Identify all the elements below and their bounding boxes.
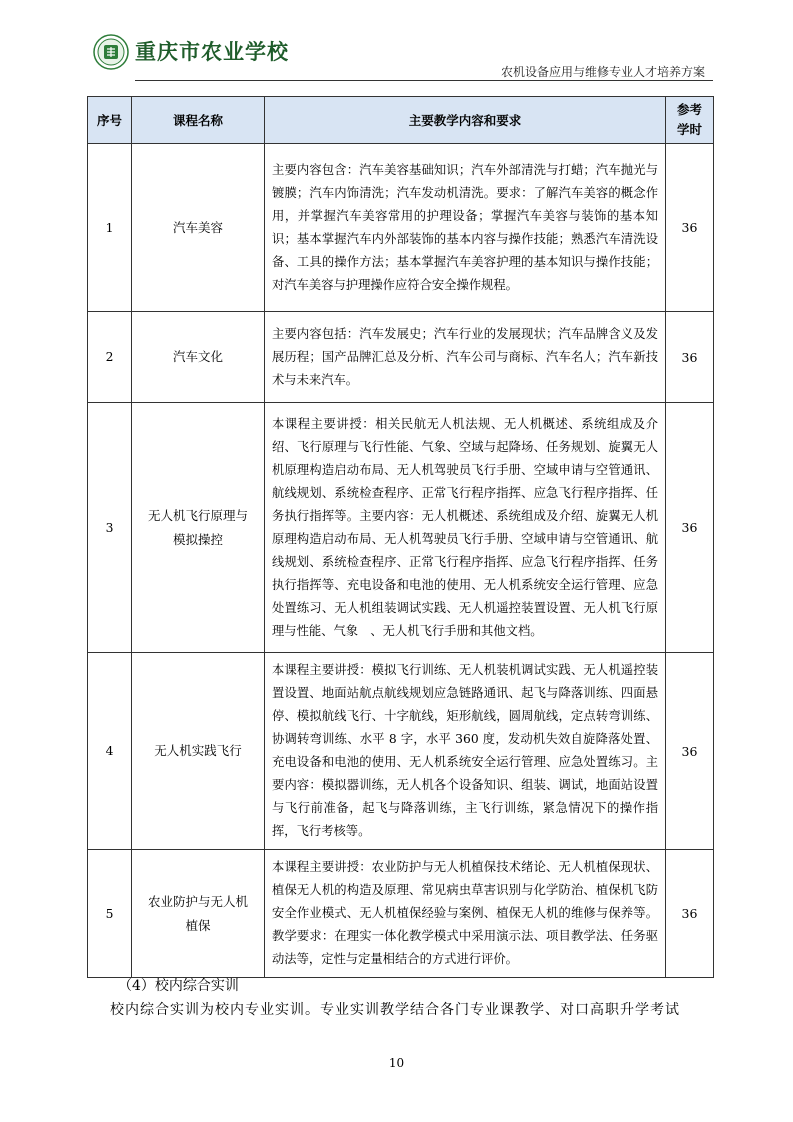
header-divider (135, 80, 713, 81)
table-row (88, 403, 714, 653)
school-logo (93, 34, 129, 70)
table-row (88, 144, 714, 312)
course-content: 本课程主要讲授：相关民航无人机法规、无人机概述、系统组成及介绍、飞行原理与飞行性能、气象、空域与起降场、任务规划、旋翼无人机原理构造启动布局、无人机驾驶员飞行手册、空域申请与空管通讯、航线规划、系统检查程序、正常飞行程序指挥、应急飞行程序指挥、任务执行指挥等。主要内容：无人机概述、系统组成及介绍、旋翼无人机原理构造启动布局、无人机驾驶员飞行手册、空域申请与空管通讯、航线规划、系统检查程序、正常飞行程序指挥、应急飞行程序指挥、任务执行指挥等、充电设备和电池的使用、无人机系统安全运行管理、应急处置练习、无人机组装调试实践、无人机遥控装置设置、无人机飞行原理与性能、气象 、无人机飞行手册和其他文档。 (265, 403, 666, 653)
column-header-content: 主要教学内容和要求 (265, 97, 666, 144)
row-number: 3 (88, 403, 132, 653)
school-name: 重庆市农业学校 (135, 40, 289, 64)
course-name: 汽车美容 (132, 144, 265, 312)
course-content: 主要内容包括：汽车发展史；汽车行业的发展现状；汽车品牌含义及发展历程；国产品牌汇总及分析、汽车公司与商标、汽车名人；汽车新技术与未来汽车。 (265, 312, 666, 403)
row-number: 2 (88, 312, 132, 403)
body-paragraph: 校内综合实训为校内专业实训。专业实训教学结合各门专业课教学、对口高职升学考试 (110, 1002, 680, 1018)
course-hours: 36 (666, 403, 714, 653)
page-header (93, 30, 713, 82)
table-row (88, 312, 714, 403)
row-number: 4 (88, 653, 132, 850)
course-name: 无人机实践飞行 (132, 653, 265, 850)
column-header-number: 序号 (88, 97, 132, 144)
document-title: 农机设备应用与维修专业人才培养方案 (500, 65, 705, 79)
row-number: 1 (88, 144, 132, 312)
page-number: 10 (388, 1056, 405, 1070)
course-content: 主要内容包含：汽车美容基础知识；汽车外部清洗与打蜡；汽车抛光与镀膜；汽车内饰清洗；汽车发动机清洗。要求：了解汽车美容的概念作用，并掌握汽车美容常用的护理设备；掌握汽车美容与装饰的基本知识；基本掌握汽车内外部装饰的基本内容与操作技能；熟悉汽车清洗设备、工具的操作方法；基本掌握汽车美容护理的基本知识与操作技能；对汽车美容与护理操作应符合安全操作规程。 (265, 144, 666, 312)
section-heading: （4）校内综合实训 (118, 978, 239, 994)
course-name: 无人机飞行原理与模拟操控 (132, 403, 265, 653)
row-number: 5 (88, 850, 132, 978)
course-content: 本课程主要讲授：农业防护与无人机植保技术绪论、无人机植保现状、植保无人机的构造及原理、常见病虫草害识别与化学防治、植保机飞防安全作业模式、无人机植保经验与案例、植保无人机的维修与保养等。教学要求：在理实一体化教学模式中采用演示法、项目教学法、任务驱动法等，定性与定量相结合的方式进行评价。 (265, 850, 666, 978)
course-name: 农业防护与无人机植保 (132, 850, 265, 978)
course-table (87, 96, 714, 978)
course-hours: 36 (666, 850, 714, 978)
column-header-course-name: 课程名称 (132, 97, 265, 144)
course-name: 汽车文化 (132, 312, 265, 403)
course-content: 本课程主要讲授：模拟飞行训练、无人机装机调试实践、无人机遥控装置设置、地面站航点航线规划应急链路通讯、起飞与降落训练、四面悬停、模拟航线飞行、十字航线，矩形航线，圆周航线，定点转弯训练、协调转弯训练、水平 8 字，水平 360 度，发动机失效自旋降落处置、充电设备和电池的使用、无人机系统安全运行管理、应急处置练习。主要内容：模拟器训练，无人机各个设备知识、组装、调试，地面站设置与飞行前准备，起飞与降落训练，主飞行训练，紧急情况下的操作指挥，飞行考核等。 (265, 653, 666, 850)
course-hours: 36 (666, 312, 714, 403)
table-row (88, 850, 714, 978)
course-hours: 36 (666, 653, 714, 850)
table-row (88, 653, 714, 850)
table-header-row (88, 97, 714, 144)
course-hours: 36 (666, 144, 714, 312)
column-header-hours: 参考学时 (666, 97, 714, 144)
